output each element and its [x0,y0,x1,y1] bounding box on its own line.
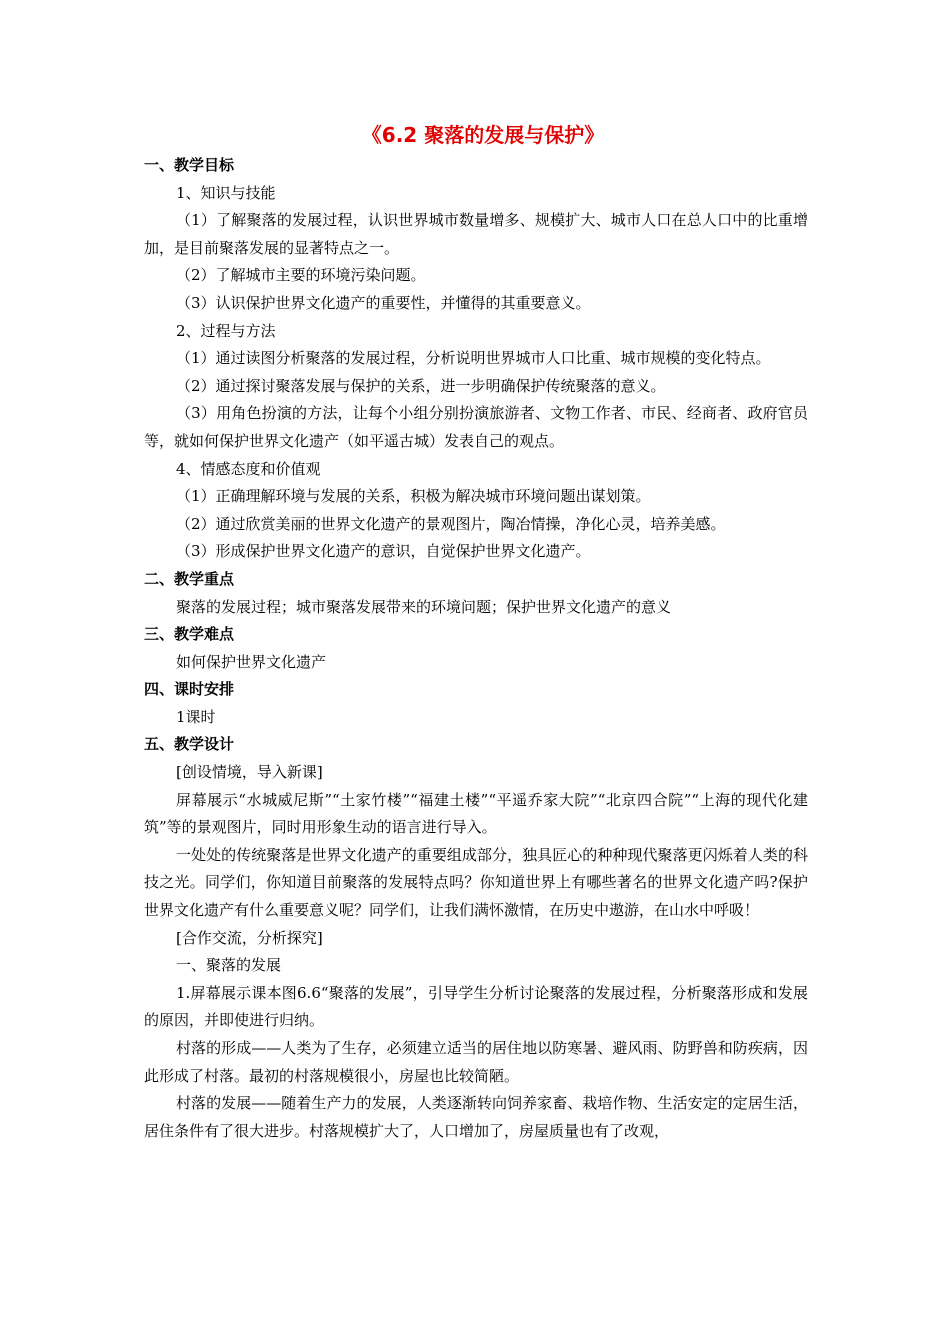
paragraph: （2）通过欣赏美丽的世界文化遗产的景观图片，陶冶情操，净化心灵，培养美感。 [176,514,726,533]
bracket-label: [创设情境，导入新课] [176,763,323,782]
section-heading-key-points: 二、教学重点 [144,569,235,588]
subheading-settlement-development: 一、聚落的发展 [176,956,282,975]
paragraph: 1课时 [176,707,216,726]
paragraph: （3）认识保护世界文化遗产的重要性，并懂得的其重要意义。 [176,293,591,312]
bracket-label: [合作交流，分析探究] [176,928,323,947]
paragraph: 村落的发展——随着生产力的发展，人类逐渐转向饲养家畜、栽培作物、生活安定的定居生活，居住条件有了很大进步。村落规模扩大了，人口增加了，房屋质量也有了改观， [144,1094,808,1140]
subheading-knowledge-skills: 1、知识与技能 [176,183,276,202]
paragraph: 村落的形成——人类为了生存，必须建立适当的居住地以防寒暑、避风雨、防野兽和防疾病，因此形成了村落。最初的村落规模很小，房屋也比较简陋。 [144,1039,808,1085]
subheading-process-method: 2、过程与方法 [176,321,276,340]
paragraph: 1.屏幕展示课本图6.6“聚落的发展”，引导学生分析讨论聚落的发展过程，分析聚落形成和发展的原因，并即使进行归纳。 [144,983,808,1030]
document-page [144,118,808,1145]
section-heading-schedule: 四、课时安排 [144,680,235,699]
section-heading-difficulties: 三、教学难点 [144,625,235,644]
paragraph: （1）正确理解环境与发展的关系，积极为解决城市环境问题出谋划策。 [176,487,651,506]
document-title: 《6.2 聚落的发展与保护》 [361,123,605,147]
paragraph: （3）形成保护世界文化遗产的意识，自觉保护世界文化遗产。 [176,542,591,561]
paragraph: 一处处的传统聚落是世界文化遗产的重要组成部分，独具匠心的种种现代聚落更闪烁着人类的科技之光。同学们，你知道目前聚落的发展特点吗？你知道世界上有哪些著名的世界文化遗产吗?保护世界文化遗产有什么重要意义呢？同学们，让我们满怀激情，在历史中遨游，在山水中呼吸！ [144,845,808,920]
paragraph: 聚落的发展过程；城市聚落发展带来的环境问题；保护世界文化遗产的意义 [176,597,672,616]
paragraph: 屏幕展示“水城威尼斯”“土家竹楼”“福建土楼”“平遥乔家大院”“北京四合院”“上海的现代化建筑”等的景观图片，同时用形象生动的语言进行导入。 [144,790,808,837]
paragraph: （2）了解城市主要的环境污染问题。 [176,266,426,285]
section-heading-design: 五、教学设计 [144,735,235,754]
paragraph: （3）用角色扮演的方法，让每个小组分别扮演旅游者、文物工作者、市民、经商者、政府官员等，就如何保护世界文化遗产（如平遥古城）发表自己的观点。 [144,404,808,450]
paragraph: （1）通过读图分析聚落的发展过程，分析说明世界城市人口比重、城市规模的变化特点。 [176,349,771,368]
paragraph: （1）了解聚落的发展过程，认识世界城市数量增多、规模扩大、城市人口在总人口中的比重增加，是目前聚落发展的显著特点之一。 [144,211,808,257]
paragraph: （2）通过探讨聚落发展与保护的关系，进一步明确保护传统聚落的意义。 [176,376,666,395]
subheading-attitude-values: 4、情感态度和价值观 [176,459,321,478]
section-heading-objectives: 一、教学目标 [144,156,235,174]
paragraph: 如何保护世界文化遗产 [176,652,327,671]
